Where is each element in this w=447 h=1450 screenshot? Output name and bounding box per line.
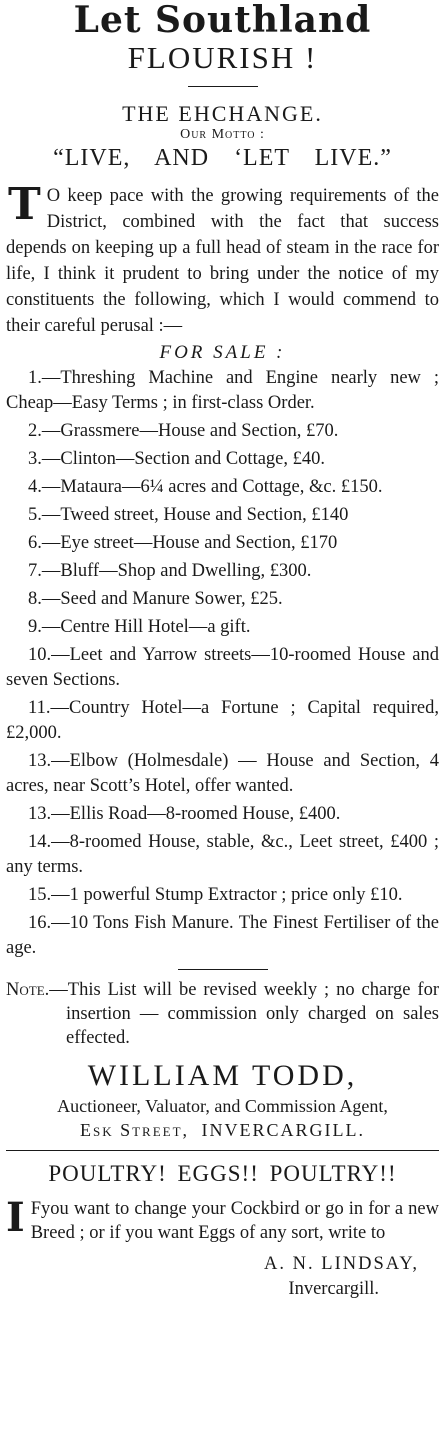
advertiser-address <box>6 1118 439 1142</box>
address-town: INVERCARGILL. <box>201 1120 366 1140</box>
list-item: 6.—Eye street—House and Section, £170 <box>28 533 338 553</box>
list-item: 1.—Threshing Machine and Engine nearly new ; Cheap—Easy Terms ; in first-class Order. <box>6 368 439 413</box>
list-item: 10.—Leet and Yarrow streets—10-roomed House and seven Sections. <box>6 645 439 690</box>
list-item: 9.—Centre Hill Hotel—a gift. <box>28 617 251 637</box>
list-item: 13.—Ellis Road—8-roomed House, £400. <box>28 804 341 824</box>
subheadline: FLOURISH ! <box>127 40 318 75</box>
note-label: Note. <box>6 980 50 1000</box>
divider <box>188 86 258 87</box>
list-item: 13.—Elbow (Holmesdale) — House and Section, 4 acres, near Scott’s Hotel, offer wanted. <box>6 751 439 796</box>
motto: “LIVE, AND ‘LET LIVE.” <box>53 145 392 171</box>
poultry-signer: A. N. LINDSAY, <box>264 1254 419 1274</box>
poultry-heading: POULTRY! EGGS!! POULTRY!! <box>48 1161 397 1186</box>
for-sale-heading: FOR SALE : <box>159 342 286 363</box>
advertiser-occupation: Auctioneer, Valuator, and Commission Agent, <box>57 1096 388 1116</box>
list-item: 8.—Seed and Manure Sower, £25. <box>28 589 283 609</box>
exchange-title: THE EHCHANGE. <box>122 101 323 126</box>
divider <box>6 1150 439 1151</box>
intro-text: O keep pace with the growing requirements of the District, combined with the fact that success depends on keeping up a full head of steam in the race for life, I think it prudent to bring under the notice of my constituents the following, which I would commend to their careful perusal :— <box>6 186 439 336</box>
motto-label: Our Motto : <box>180 127 265 142</box>
list-item: 4.—Mataura—6¼ acres and Cottage, &c. £150. <box>28 477 383 497</box>
intro-dropcap: T <box>8 179 41 230</box>
list-item: 3.—Clinton—Section and Cottage, £40. <box>28 449 326 469</box>
sale-list <box>6 366 439 961</box>
divider <box>178 969 268 970</box>
list-item: 5.—Tweed street, House and Section, £140 <box>28 505 349 525</box>
list-item: 2.—Grassmere—House and Section, £70. <box>28 421 339 441</box>
address-street: Esk Street, <box>79 1120 190 1140</box>
advertiser-name: WILLIAM TODD, <box>87 1059 358 1092</box>
list-item: 15.—1 powerful Stump Extractor ; price only £10. <box>28 885 403 905</box>
list-item: 16.—10 Tons Fish Manure. The Finest Fertiliser of the age. <box>6 913 439 958</box>
note-paragraph <box>6 978 439 1050</box>
list-item: 7.—Bluff—Shop and Dwelling, £300. <box>28 561 312 581</box>
headline: Let Southland <box>73 0 372 41</box>
poultry-text: Fyou want to change your Cockbird or go in for a new Breed ; or if you want Eggs of any sort, write to <box>30 1199 439 1243</box>
poultry-dropcap: I <box>6 1194 25 1241</box>
poultry-paragraph <box>6 1194 439 1245</box>
note-text: —This List will be revised weekly ; no charge for insertion — commission only charged on sales effected. <box>49 980 439 1048</box>
list-item: 11.—Country Hotel—a Fortune ; Capital required, £2,000. <box>6 698 439 743</box>
list-item: 14.—8-roomed House, stable, &c., Leet street, £400 ; any terms. <box>6 832 439 877</box>
poultry-town: Invercargill. <box>288 1279 379 1299</box>
intro-paragraph <box>6 179 439 339</box>
